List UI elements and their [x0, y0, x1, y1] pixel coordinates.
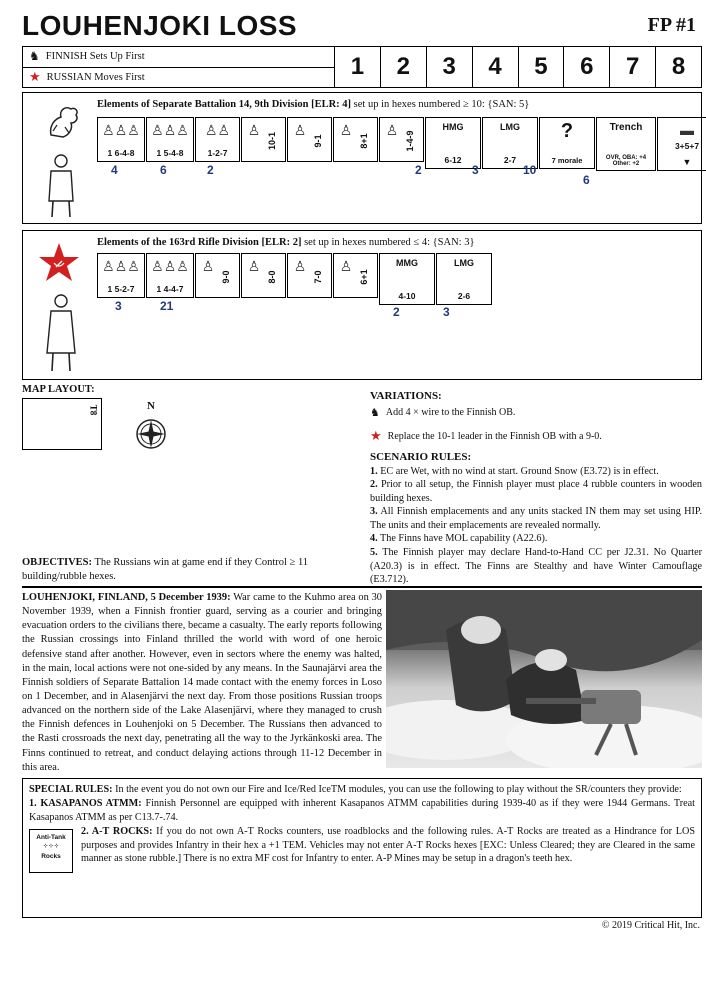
- russian-leader-8-0: ♙ 8-0: [241, 253, 286, 298]
- squad-figures-icon: ♙♙♙: [151, 258, 189, 274]
- russian-squad-447-counter: ♙♙♙ 1 4-4-7: [146, 253, 194, 298]
- finnish-soldier-icon: [41, 153, 81, 219]
- squad-figures-icon: ♙♙♙: [102, 258, 140, 274]
- finnish-leader-8-1: ♙ 8+1: [333, 117, 378, 162]
- qty-127: 2: [207, 163, 214, 177]
- side-info: [23, 47, 335, 87]
- qty-lmg: 3: [472, 163, 479, 177]
- board-label: T8: [88, 404, 99, 416]
- turn-3: 3: [426, 47, 472, 87]
- turn-5: 5: [518, 47, 564, 87]
- turn-numbers: [335, 47, 701, 87]
- russian-order-of-battle: [22, 230, 702, 380]
- qty-648: 4: [111, 163, 118, 177]
- anti-tank-rocks-counter: Anti-Tank ⁘⁘⁘ Rocks: [29, 829, 73, 873]
- finnish-hmg-counter: HMG 6-12: [425, 117, 481, 169]
- finnish-leader-9-1: ♙ 9-1: [287, 117, 332, 162]
- finnish-ob-heading: [97, 99, 529, 110]
- red-star-icon: ★: [29, 69, 41, 85]
- finnish-ob-setup: set up in hexes numbered ≥ 10: {SAN: 5}: [351, 99, 530, 110]
- russian-lmg-counter: LMG 2-6: [436, 253, 492, 305]
- turn-6: 6: [563, 47, 609, 87]
- north-label: N: [147, 400, 155, 412]
- russian-leader-7-0: ♙ 7-0: [287, 253, 332, 298]
- russian-squad-527-counter: ♙♙♙ 1 5-2-7: [97, 253, 145, 298]
- scenario-rules: [370, 450, 702, 587]
- qty-concealment: 10: [523, 163, 537, 177]
- qty-548: 6: [160, 163, 167, 177]
- scenario-id: FP #1: [647, 14, 696, 36]
- history-lead: LOUHENJOKI, FINLAND, 5 December 1939:: [22, 592, 231, 603]
- qty-mmg: 2: [393, 305, 400, 319]
- objectives-label: OBJECTIVES:: [22, 557, 93, 568]
- finnish-lmg-counter: LMG 2-7: [482, 117, 538, 169]
- turn-7: 7: [609, 47, 655, 87]
- finnish-lion-emblem-icon: [43, 101, 83, 141]
- leader-figure-icon: ♙: [339, 258, 353, 274]
- russian-move-row: [23, 67, 334, 88]
- turn-8: 8: [655, 47, 701, 87]
- objectives: [22, 556, 362, 584]
- finnish-order-of-battle: [22, 92, 702, 224]
- red-star-icon: ★: [370, 428, 382, 443]
- finnish-setup-text: FINNISH Sets Up First: [45, 51, 145, 63]
- finnish-hero-counter: ♙ 1-4-9: [379, 117, 424, 162]
- scenario-rule-3: 3. All Finnish emplacements and any units stacked IN them may set using HIP. The units and their emplacements are revealed normally.: [370, 506, 702, 531]
- soviet-star-emblem-icon: [37, 241, 81, 285]
- finnish-crew-counter: ♙♙ 1-2-7: [195, 117, 240, 162]
- turn-record-track: [22, 46, 702, 88]
- qty-trench: 6: [583, 173, 590, 187]
- squad-figures-icon: ♙♙♙: [102, 122, 140, 138]
- section-divider: [22, 586, 702, 588]
- leader-figure-icon: ♙: [201, 258, 215, 274]
- russian-soldier-icon: [41, 293, 81, 373]
- arrow-down-icon: ▼: [682, 157, 692, 167]
- qty-hmg: 2: [415, 163, 422, 177]
- qty-527: 3: [115, 299, 122, 313]
- russian-ob-unit: Elements of the 163rd Rifle Division [ELR: 2]: [97, 237, 302, 248]
- finnish-bunker-counter: ▬ 3+5+7 ▼: [657, 117, 706, 171]
- leader-figure-icon: ♙: [293, 122, 307, 138]
- history-text: War came to the Kuhmo area on 30 November 1939, when a Finnish frontier guard, serving as a courier and bringing evacuation orders to the civilians there, became a casualty. The early reports following the Russian crossings into Finland thrilled the world with word of one heroic defensive stand after another. However, even in sectors where the enemy was halted, in the main, local actions were not one-sided by any means. In the Saunajärvi area the Finnish soldiers of Separate Battalion 14 made contact with the enemy forces in Loso on 1 December, and in Alasenjärvi the next day. From those positions Russian troops advanced on the northern side of the Lake Alasenjärvi, where they managed to crush the Finnish defences in Louhenjoki on 5 December. The Russians then advanced to the Rasti crossroads the next day, penetrating all the way to the Jyrkänkoski area. The Finns continued to retreat, and conduct delaying actions through 11-12 December in this area.: [22, 592, 382, 773]
- russian-mmg-counter: MMG 4-10: [379, 253, 435, 305]
- historical-background: [22, 591, 382, 775]
- special-rules-intro: SPECIAL RULES: In the event you do not own our Fire and Ice/Red IceTM modules, you can use the following to play without the SR/counters they provide:: [29, 784, 682, 795]
- finnish-trench-counter: Trench OVR, OBA: +4 Other: +2: [596, 117, 656, 171]
- north-compass: [128, 400, 174, 460]
- scenario-rule-5: 5. The Finnish player may declare Hand-to-Hand CC per J2.31. No Quarter (A20.3) is in effect. The Finns are Stealthy and have Winter Camouflage (E3.712).: [370, 547, 702, 586]
- objectives-text: The Russians win at game end if they Control ≥ 11 building/rubble hexes.: [22, 557, 309, 583]
- russian-leader-9-0: ♙ 9-0: [195, 253, 240, 298]
- historical-photo: [386, 590, 702, 768]
- squad-figures-icon: ♙♙♙: [151, 122, 189, 138]
- leader-figure-icon: ♙: [247, 258, 261, 274]
- finnish-squad-648-counter: ♙♙♙ 1 6-4-8: [97, 117, 145, 162]
- hero-figure-icon: ♙: [385, 122, 399, 138]
- compass-rose-icon: [128, 412, 174, 456]
- finnish-ob-unit: Elements of Separate Battalion 14, 9th Division [ELR: 4]: [97, 99, 352, 110]
- special-rule-1: 1. KASAPANOS ATMM: Finnish Personnel are equipped with inherent Kasapanos ATMM capabilities during 1939-40 as if they were 1944 Germans. Treat Kasapanos ATMM as per C13.7-.74.: [29, 797, 695, 823]
- scenario-rule-4: 4. The Finns have MOL capability (A22.6).: [370, 533, 548, 545]
- scenario-rules-title: SCENARIO RULES:: [370, 451, 472, 463]
- leader-figure-icon: ♙: [339, 122, 353, 138]
- turn-4: 4: [472, 47, 518, 87]
- finnish-squad-548-counter: ♙♙♙ 1 5-4-8: [146, 117, 194, 162]
- russian-move-text: RUSSIAN Moves First: [46, 71, 145, 83]
- finnish-counters: [97, 117, 706, 171]
- turn-1: 1: [350, 53, 365, 80]
- crew-figures-icon: ♙♙: [204, 122, 231, 138]
- finnish-setup-row: [23, 47, 334, 67]
- copyright: © 2019 Critical Hit, Inc.: [601, 920, 700, 931]
- special-rule-2: 2. A-T ROCKS: If you do not own A-T Rocks counters, use roadblocks and the following rules. A-T Rocks are treated as a Hindrance for LOS purposes and provides Infantry in their hex a +1 TEM. Vehicles may not enter A-T Rocks hexes [EXC: Unless Cleared; they are Cleared in the same manner as stone rubble.] There is no extra MF cost for Infantry to enter. A-P Mines may be setup in a dragon's teeth hex.: [81, 825, 695, 865]
- variations-title: VARIATIONS:: [370, 390, 442, 402]
- scenario-rule-2: 2. Prior to all setup, the Finnish player must place 4 rubble counters in wooden building hexes.: [370, 479, 703, 504]
- variation-russian: ★ Replace the 10-1 leader in the Finnish OB with a 9-0.: [370, 428, 602, 443]
- russian-counters: [97, 253, 493, 305]
- variation-finnish: ♞ Add 4 × wire to the Finnish OB.: [370, 407, 516, 419]
- scenario-rule-1: 1. EC are Wet, with no wind at start. Ground Snow (E3.72) is in effect.: [370, 465, 659, 477]
- russian-ob-heading: [97, 237, 474, 248]
- finnish-lion-icon: ♞: [370, 407, 380, 419]
- finnish-lion-icon: ♞: [29, 49, 40, 64]
- leader-figure-icon: ♙: [247, 122, 261, 138]
- scenario-title: LOUHENJOKI LOSS: [22, 10, 298, 41]
- russian-leader-6-1: ♙ 6+1: [333, 253, 378, 298]
- qty-447: 21: [160, 299, 174, 313]
- map-board-layout: [22, 398, 102, 450]
- machine-gun-crew-photo: [386, 590, 702, 768]
- turn-2: 2: [380, 47, 426, 87]
- rocks-icon: ⁘⁘⁘: [42, 843, 60, 851]
- bunker-icon: ▬: [680, 122, 694, 138]
- russian-ob-setup: set up in hexes numbered ≤ 4: {SAN: 3}: [301, 237, 475, 248]
- map-layout-label: MAP LAYOUT:: [22, 384, 95, 395]
- finnish-leader-10-1: ♙ 10-1: [241, 117, 286, 162]
- special-rules-box: [22, 778, 702, 918]
- finnish-concealment-counter: ? 7 morale: [539, 117, 595, 169]
- qty-russian-lmg: 3: [443, 305, 450, 319]
- leader-figure-icon: ♙: [293, 258, 307, 274]
